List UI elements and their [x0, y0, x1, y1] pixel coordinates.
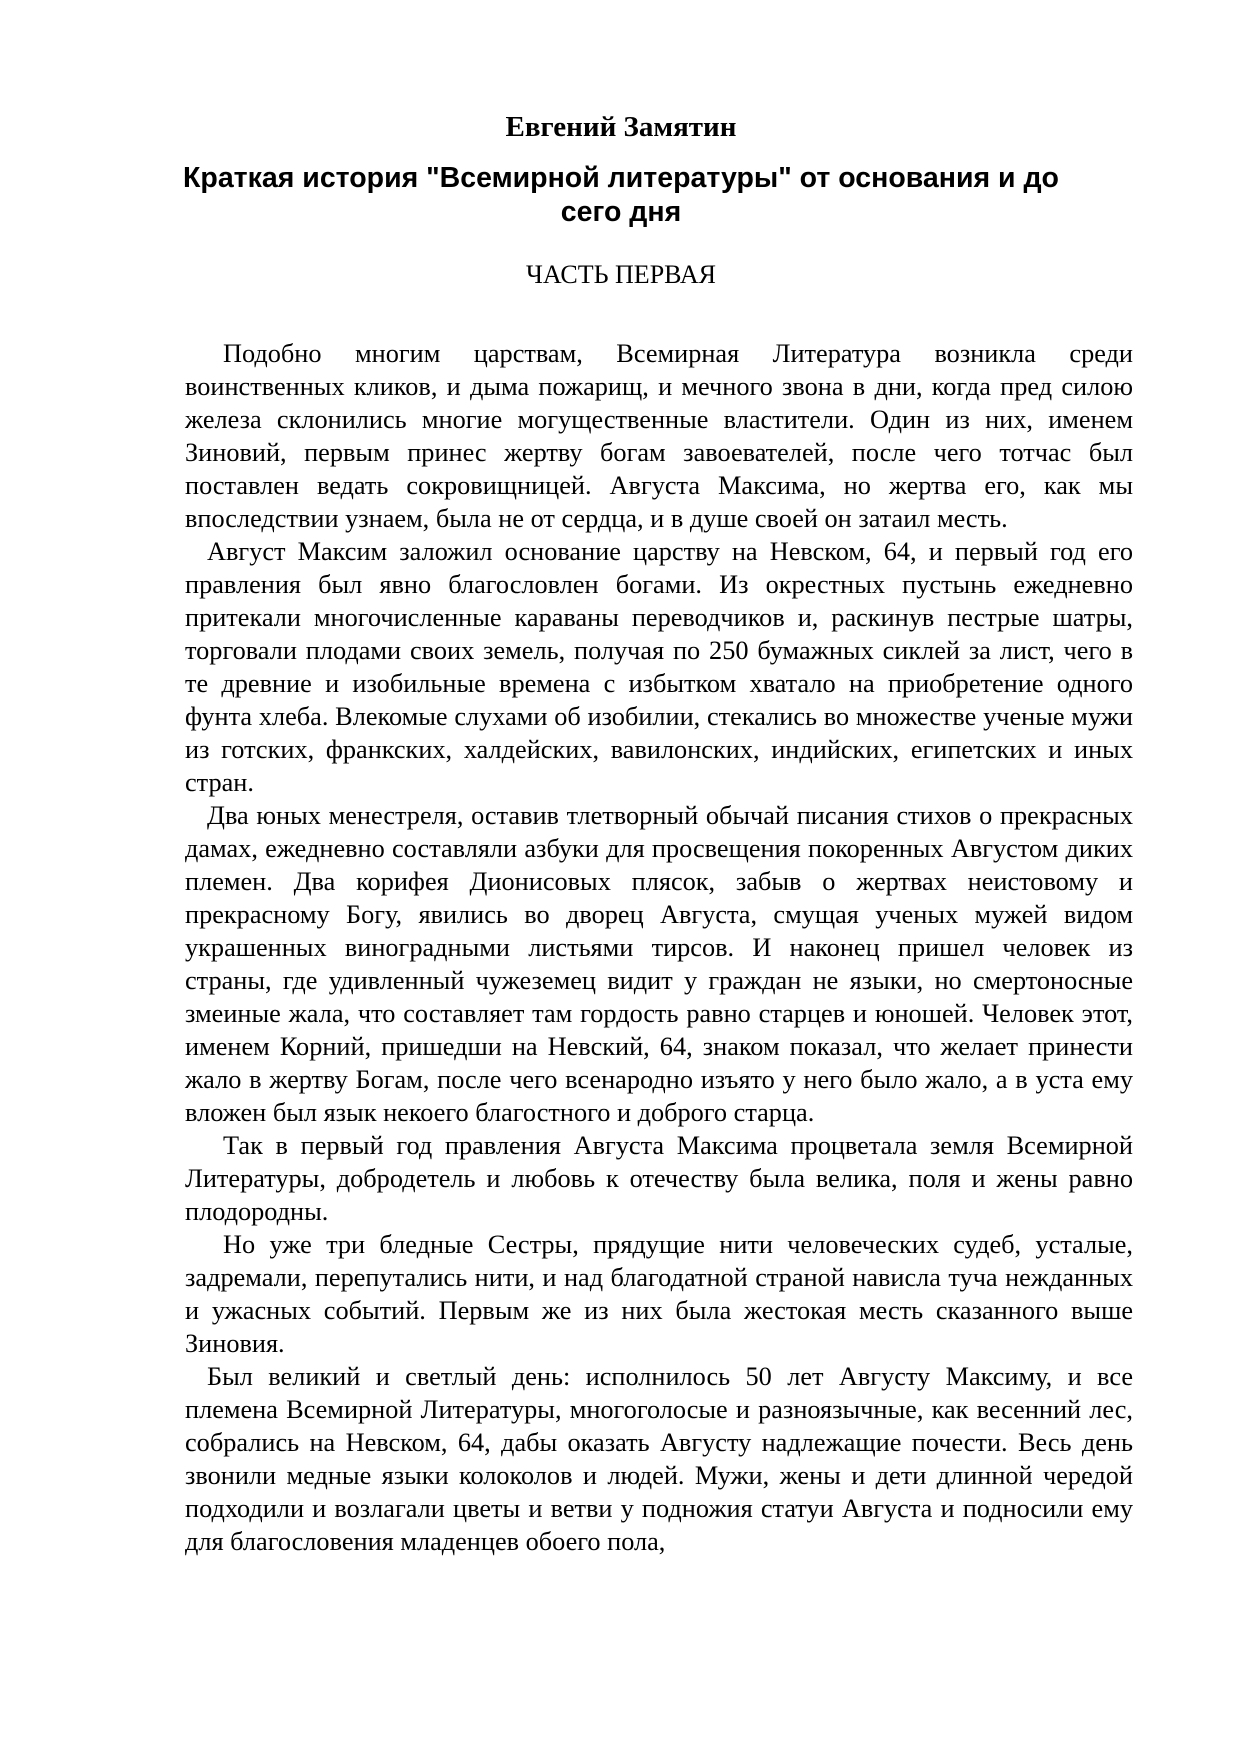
part-heading: ЧАСТЬ ПЕРВАЯ [526, 260, 716, 289]
paragraph: Был великий и светлый день: исполнилось 50 лет Августу Максиму, и все племена Всемирной Литературы, многоголосые и разноязычные, как весенний лес, собрались на Невском, 64, дабы оказать Августу надлежащие почести. Весь день звонили медные языки колоколов и людей. Мужи, жены и дети длинной чередой подходили и возлагали цветы и ветви у подножия статуи Августа и подносили ему для благословения младенцев обоего пола, [185, 1362, 1133, 1556]
author-name: Евгений Замятин [505, 111, 737, 143]
paragraph: Август Максим заложил основание царству на Невском, 64, и первый год его правления был явно благословлен богами. Из окрестных пустынь ежедневно притекали многочисленные караваны переводчиков и, раскинув пестрые шатры, торговали плодами своих земель, получая по 250 бумажных сиклей за лист, чего в те древние и изобильные времена с избытком хватало на приобретение одного фунта хлеба. Влекомые слухами об изобилии, стекались во множестве ученые мужи из готских, франкских, халдейских, вавилонских, индийских, египетских и иных стран. [185, 537, 1133, 797]
paragraph: Но уже три бледные Сестры, прядущие нити человеческих судеб, усталые, задремали, перепутались нити, и над благодатной страной нависла туча нежданных и ужасных событий. Первым же из них была жестокая месть сказанного выше Зиновия. [185, 1230, 1133, 1358]
body-text [185, 337, 1133, 1558]
paragraph: Подобно многим царствам, Всемирная Литература возникла среди воинственных кликов, и дыма пожарищ, и мечного звона в дни, когда пред силою железа склонились многие могущественные властители. Один из них, именем Зиновий, первым принес жертву богам завоевателей, после чего тотчас был поставлен ведать сокровищницей. Августа Максима, но жертва его, как мы впоследствии узнаем, была не от сердца, и в душе своей он затаил месть. [185, 339, 1133, 533]
document-title: Краткая история "Всемирной литературы" от основания и до сего дня [183, 162, 1059, 228]
paragraph: Так в первый год правления Августа Максима процветала земля Всемирной Литературы, добродетель и любовь к отечеству была велика, поля и жены равно плодородны. [185, 1131, 1133, 1226]
paragraph: Два юных менестреля, оставив тлетворный обычай писания стихов о прекрасных дамах, ежедневно составляли азбуки для просвещения покоренных Августом диких племен. Два корифея Дионисовых плясок, забыв о жертвах неистовому и прекрасному Богу, явились во дворец Августа, смущая ученых мужей видом украшенных виноградными листьями тирсов. И наконец пришел человек из страны, где удивленный чужеземец видит у граждан не языки, но смертоносные змеиные жала, что составляет там гордость равно старцев и юношей. Человек этот, именем Корний, пришедши на Невский, 64, знаком показал, что желает принести жало в жертву Богам, после чего всенародно изъято у него было жало, а в уста ему вложен был язык некоего благостного и доброго старца. [185, 801, 1133, 1127]
